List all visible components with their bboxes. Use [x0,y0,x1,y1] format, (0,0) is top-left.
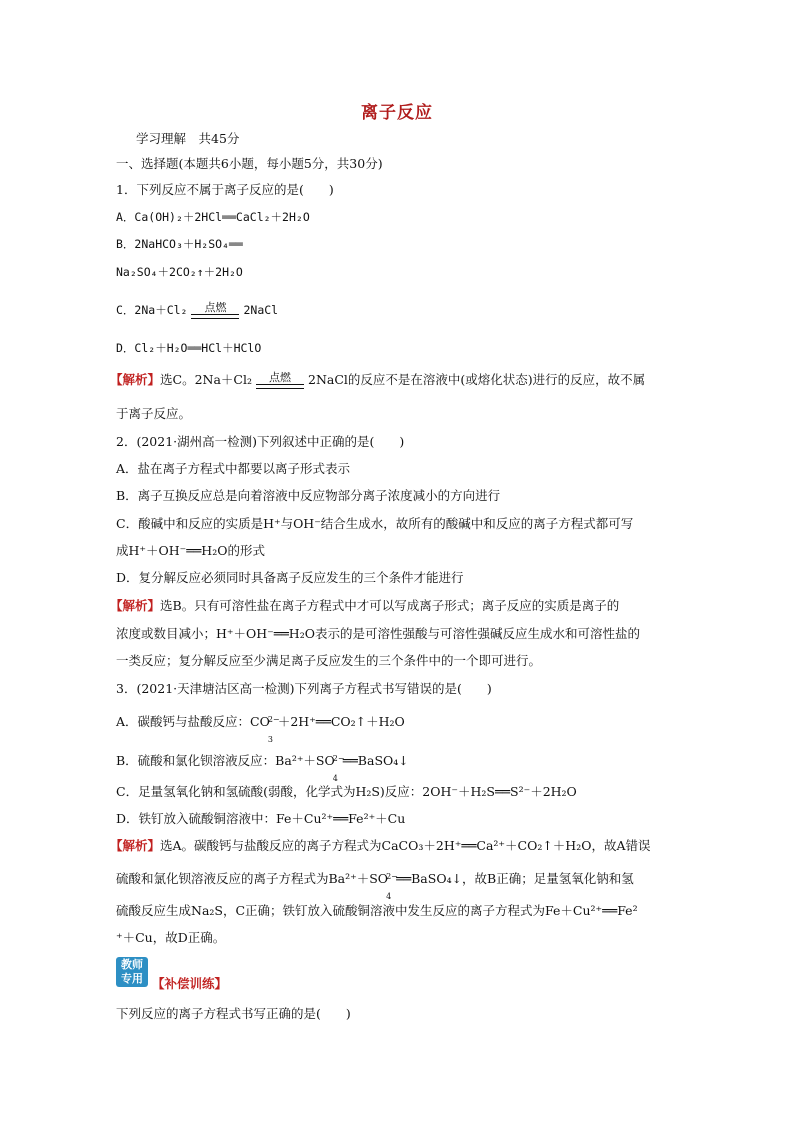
q3-option-c: C．足量氢氧化钠和氢硫酸(弱酸，化学式为H₂S)反应：2OH⁻＋H₂S══S²⁻＋2H₂O [116,784,577,799]
q3-option-a-post: ＋2H⁺══CO₂↑＋H₂O [277,714,405,729]
compensation-drill-heading: 【补偿训练】 [152,976,228,991]
q3-option-b [116,751,682,783]
q2-explanation-line1 [110,596,682,616]
condition-arrow [256,384,304,389]
q3-option-a [116,712,682,744]
q1-option-c-reactants: C．2Na＋Cl₂ [116,303,188,317]
q2-stem: 2．(2021·湖州高一检测)下列叙述中正确的是( ) [116,434,405,449]
q3-explanation-line4: ⁺＋Cu，故D正确。 [116,930,226,945]
ion-subscript: 3 [267,735,273,744]
q2-explanation-line2: 浓度或数目减小；H⁺＋OH⁻══H₂O表示的是可溶性强酸与可溶性强碱反应生成水和可溶性盐的 [116,626,640,641]
reaction-condition [191,302,239,319]
section-heading: 学习理解 共45分 [136,131,240,146]
ion-charge: 2− [332,754,345,763]
drill-question-stem: 下列反应的离子方程式书写正确的是( ) [116,1006,351,1021]
teacher-only-badge [116,957,148,987]
q3-option-d: D．铁钉放入硫酸铜溶液中：Fe＋Cu²⁺══Fe²⁺＋Cu [116,811,406,826]
condition-label: 点燃 [269,371,291,384]
q3-stem: 3．(2021·天津塘沽区高一检测)下列离子方程式书写错误的是( ) [116,681,492,696]
reaction-condition [256,372,304,389]
q3-answer-text: 选A。碳酸钙与盐酸反应的离子方程式为CaCO₃＋2H⁺══Ca²⁺＋CO₂↑＋H₂O，故A错误 [160,838,651,853]
q3-explanation-line2 [116,869,682,901]
condition-label: 点燃 [204,301,227,314]
q1-stem: 1．下列反应不属于离子反应的是( ) [116,182,334,197]
q1-option-c [116,300,682,320]
ion-charge: 2− [267,715,280,724]
q3-option-b-post: ══BaSO₄↓ [342,753,409,768]
ion-subscript: 4 [386,892,392,901]
badge-text-bottom: 专用 [121,972,143,985]
explanation-tag: 【解析】 [110,372,161,387]
part-heading: 一、选择题(本题共6小题，每小题5分，共30分) [116,156,383,171]
q1-option-d: D．Cl₂＋H₂O══HCl＋HClO [116,341,262,355]
q2-answer-text: 选B。只有可溶性盐在离子方程式中才可以写成离子形式；离子反应的实质是离子的 [160,598,620,613]
q1-option-b-line1: B．2NaHCO₃＋H₂SO₄══ [116,237,243,251]
q1-option-c-products: 2NaCl [243,303,279,317]
q3-option-b-pre: B．硫酸和氯化钡溶液反应：Ba²⁺＋SO [116,753,335,768]
q2-option-c-line1: C．酸碱中和反应的实质是H⁺与OH⁻结合生成水，故所有的酸碱中和反应的离子方程式都可写 [116,516,634,531]
q2-option-a: A．盐在离子方程式中都要以离子形式表示 [116,461,351,476]
q1-explanation-line1 [110,370,682,390]
q2-option-b: B．离子互换反应总是向着溶液中反应物部分离子浓度减小的方向进行 [116,488,501,503]
page-title: 离子反应 [361,103,433,123]
explanation-tag: 【解析】 [110,838,161,853]
condition-arrow [191,314,239,319]
q3-answer-2-post: ══BaSO₄↓，故B正确；足量氢氧化钠和氢 [396,871,634,886]
q1-answer-post: 2NaCl的反应不是在溶液中(或熔化状态)进行的反应，故不属 [308,372,646,387]
q3-option-a-pre: A．碳酸钙与盐酸反应：CO [116,714,270,729]
q1-explanation-line2: 于离子反应。 [116,406,192,421]
explanation-tag: 【解析】 [110,598,161,613]
ion-charge: 2− [386,872,398,881]
q2-option-d: D．复分解反应必须同时具备离子反应发生的三个条件才能进行 [116,570,464,585]
q3-explanation-line3: 硫酸反应生成Na₂S，C正确；铁钉放入硫酸铜溶液中发生反应的离子方程式为Fe＋Cu²⁺══Fe² [116,903,638,918]
q2-explanation-line3: 一类反应；复分解反应至少满足离子反应发生的三个条件中的一个即可进行。 [116,653,542,668]
q1-option-b-line2: Na₂SO₄＋2CO₂↑＋2H₂O [116,265,243,279]
q1-option-a: A．Ca(OH)₂＋2HCl══CaCl₂＋2H₂O [116,210,310,224]
ion-subscript: 4 [332,774,338,783]
q1-answer-pre: 选C。2Na＋Cl₂ [160,372,252,387]
q3-explanation-line1 [110,836,682,856]
badge-text-top: 教师 [121,958,143,971]
q3-answer-2-pre: 硫酸和氯化钡溶液反应的离子方程式为Ba²⁺＋SO [116,871,389,886]
q2-option-c-line2: 成H⁺＋OH⁻══H₂O的形式 [116,543,265,558]
